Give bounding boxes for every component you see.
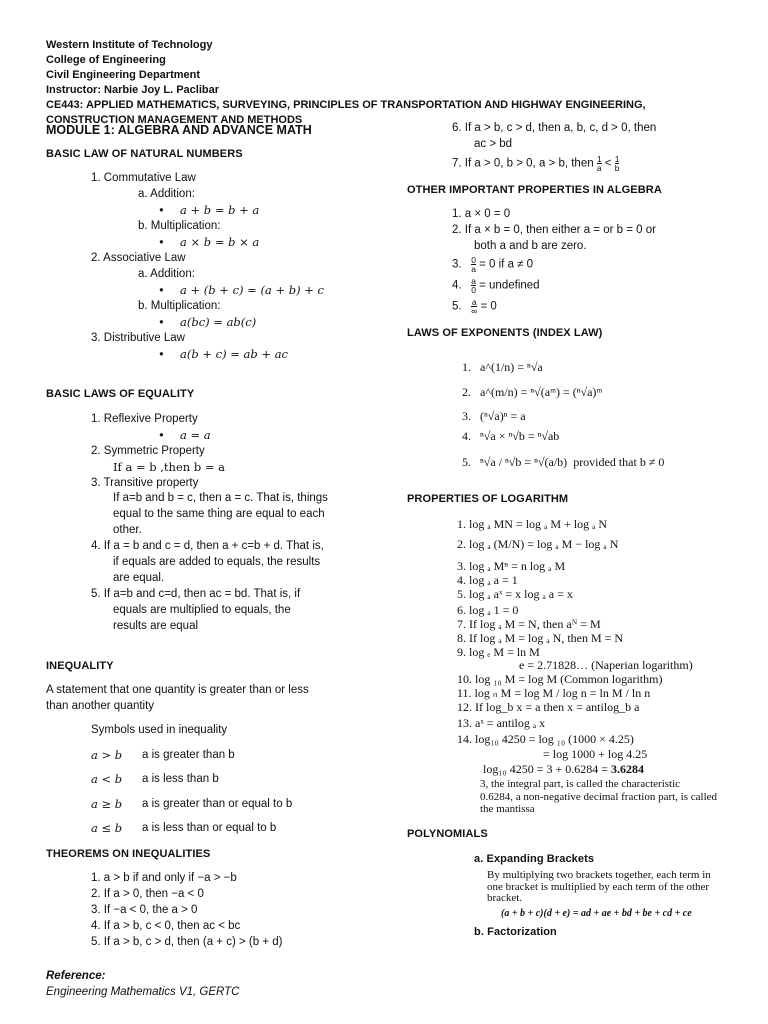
symbol-greater-equal: a ≥ b: [91, 797, 123, 811]
exponent-law-1: 1. a^(1/n) = ⁿ√a: [462, 360, 543, 374]
characteristic-note-line2: 0.6284, a non-negative decimal fraction part, is called: [480, 790, 718, 803]
algebra-prop-3-frac: $\frac{0}{a}$: [471, 255, 476, 274]
log-prop-14-line3: log₁₀ 4250 = 3 + 0.6284 = 3.6284: [483, 762, 645, 776]
symbol-greater-equal-text: a is greater than or equal to b: [142, 798, 293, 810]
module-title: MODULE 1: ALGEBRA AND ADVANCE MATH: [46, 123, 312, 137]
department-name: Civil Engineering Department: [46, 69, 201, 81]
log-prop-2: 2. log ₐ (M/N) = log ₐ M − log ₐ N: [457, 537, 619, 551]
algebra-prop-3: 3. $\frac{0}{a}$ = 0 if a ≠ 0: [452, 255, 534, 274]
log-prop-4: 4. log ₐ a = 1: [457, 573, 518, 587]
algebra-prop-4-frac: $\frac{a}{0}$: [471, 276, 476, 295]
theorem-7: [452, 155, 619, 172]
log-prop-1: 1. log ₐ MN = log ₐ M + log ₐ N: [457, 517, 608, 531]
characteristic-note-line1: 3, the integral part, is called the characteristic: [480, 778, 681, 790]
associative-addition: a. Addition:: [138, 268, 195, 280]
algebra-prop-4: 4. $\frac{a}{0}$ = undefined: [452, 276, 540, 295]
logarithm-heading: PROPERTIES OF LOGARITHM: [407, 493, 569, 505]
logarithm-list: [457, 518, 693, 785]
commutative-addition: a. Addition:: [138, 188, 195, 200]
expanding-brackets-eq: (a + b + c)(d + e) = ad + ae + bd + be + cd + ce: [501, 908, 692, 919]
expanding-brackets-line2: one bracket is multiplied by each term of the other: [487, 880, 710, 893]
theorem-7-less: <: [604, 157, 612, 170]
multiplication-property-line3: results are equal: [113, 620, 199, 632]
algebra-prop-5: 5. $\frac{a}{\infty}$ = 0: [452, 297, 497, 316]
theorem-7-prefix: 7. If a > 0, b > 0, a > b, then: [452, 157, 594, 170]
expanding-brackets-line3: bracket.: [487, 892, 523, 904]
expanding-brackets-text: [487, 870, 711, 905]
inequality-definition-line1: A statement that one quantity is greater than or less: [46, 684, 309, 696]
transitive-line3: other.: [113, 524, 142, 536]
associative-addition-eq: • a + (b + c) = (a + b) + c: [158, 283, 324, 297]
log-prop-13: 13. aˣ = antilog ₐ x: [457, 716, 546, 730]
commutative-addition-eq: • a + b = b + a: [158, 203, 259, 217]
factorization-title: b. Factorization: [474, 926, 557, 938]
equality-heading: BASIC LAWS OF EQUALITY: [46, 388, 195, 400]
natural-numbers-heading: BASIC LAW OF NATURAL NUMBERS: [46, 148, 243, 160]
symbol-greater: a > b: [91, 748, 123, 762]
exponent-law-3: 3. (ⁿ√a)ⁿ = a: [462, 409, 526, 423]
exponent-law-4: 4. ⁿ√a × ⁿ√b = ⁿ√ab: [462, 429, 560, 443]
distributive-law-eq: • a(b + c) = ab + ac: [158, 347, 288, 361]
multiplication-property-line1: 5. If a=b and c=d, then ac = bd. That is, if: [91, 588, 301, 600]
inequality-symbols-title: Symbols used in inequality: [91, 724, 228, 736]
instructor-name: Instructor: Narbie Joy L. Paclibar: [46, 84, 219, 96]
course-title-line1: CE443: APPLIED MATHEMATICS, SURVEYING, PRINCIPLES OF TRANSPORTATION AND HIGHWAY ENGINEERING,: [46, 99, 646, 111]
characteristic-note: [480, 778, 717, 816]
log-prop-6: 6. log ₐ 1 = 0: [457, 603, 519, 617]
log-prop-14-line1: 14. log₁₀ 4250 = log ₁₀ (1000 × 4.25): [457, 732, 634, 746]
symmetric-property: 2. Symmetric Property: [91, 445, 205, 457]
theorem-6-line2: ac > bd: [474, 138, 513, 150]
theorem-5: 5. If a > b, c > d, then (a + c) > (b + d): [91, 936, 283, 948]
log-prop-3: 3. log ₐ Mⁿ = n log ₐ M: [457, 559, 566, 573]
algebra-prop-1: 1. a × 0 = 0: [452, 208, 511, 220]
reference-source: Engineering Mathematics V1, GERTC: [46, 986, 240, 998]
college-name: College of Engineering: [46, 54, 166, 66]
associative-law: 2. Associative Law: [91, 252, 186, 264]
symmetric-eq: If a = b ,then b = a: [113, 460, 225, 474]
algebra-prop-2-line1: 2. If a × b = 0, then either a = or b = 0 or: [452, 224, 656, 236]
expanding-brackets-title: a. Expanding Brackets: [474, 853, 595, 865]
log-prop-7: 7. If log ₐ M = N, then aᴺ = M: [457, 617, 601, 631]
inequality-definition-line2: than another quantity: [46, 700, 155, 712]
theorems-heading: THEOREMS ON INEQUALITIES: [46, 848, 211, 860]
log-prop-5: 5. log ₐ aˣ = x log ₐ a = x: [457, 587, 573, 601]
course-title-line2: CONSTRUCTION MANAGEMENT AND METHODS: [46, 114, 303, 126]
theorem-2: 2. If a > 0, then −a < 0: [91, 888, 204, 900]
associative-multiplication-eq: • a(bc) = ab(c): [158, 315, 256, 329]
log-prop-9-note: e = 2.71828… (Naperian logarithm): [519, 658, 693, 672]
addition-property-line3: are equal.: [113, 572, 165, 584]
symbol-less-equal: a ≤ b: [91, 821, 123, 835]
theorem-1: 1. a > b if and only if −a > −b: [91, 872, 237, 884]
institute-name: Western Institute of Technology: [46, 39, 213, 51]
theorem-4: 4. If a > b, c < 0, then ac < bc: [91, 920, 241, 932]
algebra-prop-5-frac: $\frac{a}{\infty}$: [471, 297, 478, 316]
document-header: [46, 38, 736, 128]
characteristic-note-line3: the mantissa: [480, 803, 535, 815]
commutative-multiplication: b. Multiplication:: [138, 220, 221, 232]
expanding-brackets-line1: By multiplying two brackets together, each term in: [487, 869, 711, 881]
reflexive-property: 1. Reflexive Property: [91, 413, 198, 425]
theorem-7-frac-a: $\frac{1}{a}$: [596, 154, 602, 173]
reference-label: Reference:: [46, 970, 106, 982]
reflexive-eq: • a = a: [158, 428, 211, 442]
symbol-less: a < b: [91, 772, 123, 786]
algebra-heading: OTHER IMPORTANT PROPERTIES IN ALGEBRA: [407, 184, 662, 196]
log-prop-9: 9. log ₑ M = ln M: [457, 645, 540, 659]
addition-property-line2: if equals are added to equals, the results: [113, 556, 321, 568]
theorem-6-line1: 6. If a > b, c > d, then a, b, c, d > 0, then: [452, 122, 657, 134]
theorem-3: 3. If −a < 0, the a > 0: [91, 904, 198, 916]
log-prop-10: 10. log ₁₀ M = log M (Common logarithm): [457, 672, 663, 686]
log-prop-8: 8. If log ₐ M = log ₐ N, then M = N: [457, 631, 624, 645]
commutative-law: 1. Commutative Law: [91, 172, 196, 184]
symbol-less-text: a is less than b: [142, 773, 219, 785]
polynomials-heading: POLYNOMIALS: [407, 828, 488, 840]
associative-multiplication: b. Multiplication:: [138, 300, 221, 312]
transitive-line2: equal to the same thing are equal to each: [113, 508, 325, 520]
addition-property-line1: 4. If a = b and c = d, then a + c=b + d. That is,: [91, 540, 324, 552]
exponents-heading: LAWS OF EXPONENTS (INDEX LAW): [407, 327, 603, 339]
algebra-prop-2-line2: both a and b are zero.: [474, 240, 587, 252]
exponent-law-2: 2. a^(m/n) = ⁿ√(aᵐ) = (ⁿ√a)ᵐ: [462, 385, 603, 399]
theorem-7-frac-b: $\frac{1}{b}$: [614, 154, 620, 173]
exponent-law-5: 5. ⁿ√a / ⁿ√b = ⁿ√(a/b) provided that b ≠ 0: [462, 455, 665, 469]
commutative-multiplication-eq: • a × b = b × a: [158, 235, 259, 249]
transitive-line1: If a=b and b = c, then a = c. That is, things: [113, 492, 328, 504]
symbol-greater-text: a is greater than b: [142, 749, 235, 761]
symbol-less-equal-text: a is less than or equal to b: [142, 822, 277, 834]
multiplication-property-line2: equals are multiplied to equals, the: [113, 604, 291, 616]
log-prop-12: 12. If log_b x = a then x = antilog_b a: [457, 700, 640, 714]
transitive-property: 3. Transitive property: [91, 477, 199, 489]
inequality-heading: INEQUALITY: [46, 660, 114, 672]
log-prop-14-line2: = log 1000 + log 4.25: [543, 747, 648, 761]
log-prop-11: 11. log ₙ M = log M / log n = ln M / ln n: [457, 686, 651, 700]
distributive-law: 3. Distributive Law: [91, 332, 185, 344]
